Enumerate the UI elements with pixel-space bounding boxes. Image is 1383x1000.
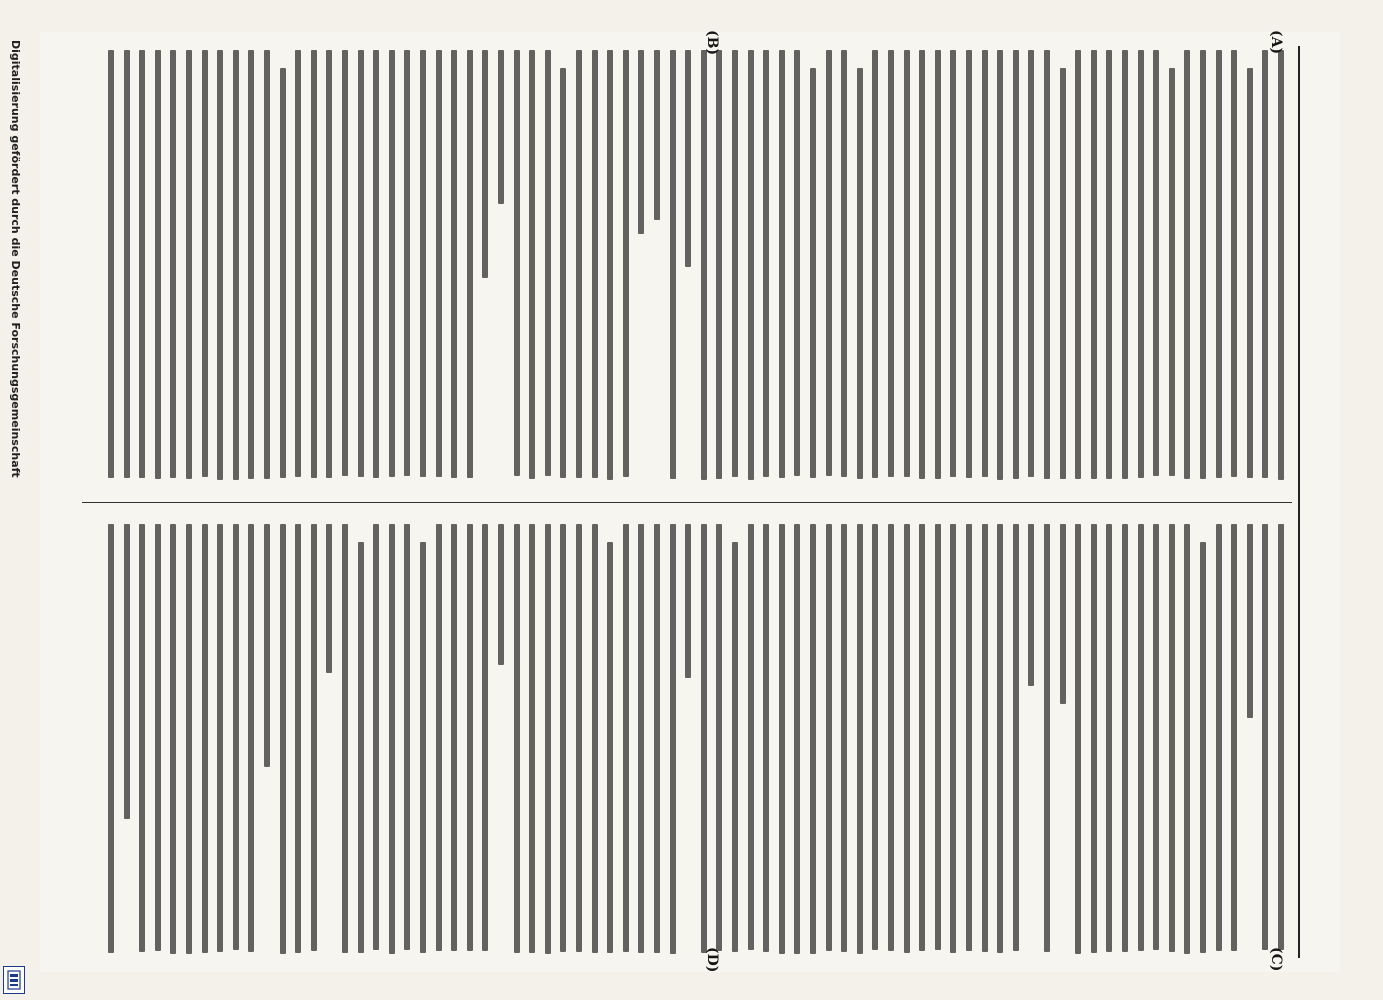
text-line bbox=[451, 524, 457, 951]
text-line bbox=[607, 50, 613, 480]
text-line bbox=[1013, 50, 1019, 479]
text-line bbox=[872, 50, 878, 478]
text-line bbox=[467, 524, 473, 951]
column-divider bbox=[82, 502, 1292, 503]
text-line bbox=[966, 524, 972, 951]
text-line bbox=[654, 50, 660, 220]
text-line bbox=[451, 50, 457, 478]
text-line bbox=[264, 50, 270, 479]
text-line bbox=[1216, 524, 1222, 951]
funding-side-note bbox=[6, 40, 22, 960]
text-line bbox=[638, 524, 644, 953]
text-line bbox=[1106, 524, 1112, 952]
margin-marker-b: (B) bbox=[704, 30, 720, 56]
text-line bbox=[1138, 50, 1144, 478]
text-line bbox=[1169, 524, 1175, 952]
text-line bbox=[794, 50, 800, 476]
text-line bbox=[1262, 50, 1268, 478]
text-line bbox=[1028, 524, 1034, 686]
text-line bbox=[779, 524, 785, 954]
text-line bbox=[982, 524, 988, 952]
text-line bbox=[342, 524, 348, 953]
text-line bbox=[841, 524, 847, 952]
text-line bbox=[607, 542, 613, 953]
text-line bbox=[295, 524, 301, 953]
text-line bbox=[373, 50, 379, 478]
text-line bbox=[373, 524, 379, 950]
text-line bbox=[748, 50, 754, 480]
text-line bbox=[170, 50, 176, 478]
text-line bbox=[233, 524, 239, 950]
text-line bbox=[529, 524, 535, 953]
text-line bbox=[560, 524, 566, 952]
text-line bbox=[108, 524, 114, 953]
text-line bbox=[295, 50, 301, 477]
text-line bbox=[1278, 50, 1284, 480]
rotated-page-frame bbox=[40, 32, 1340, 972]
funding-note-text: Digitalisierung gefördert durch die Deutsche Forschungsgemeinschaft bbox=[9, 40, 22, 478]
text-line bbox=[1044, 50, 1050, 479]
text-line bbox=[186, 50, 192, 479]
text-line bbox=[482, 50, 488, 278]
running-head bbox=[1304, 46, 1334, 958]
text-line bbox=[420, 50, 426, 477]
text-line bbox=[1091, 524, 1097, 953]
left-column bbox=[78, 50, 1288, 480]
text-line bbox=[701, 50, 707, 480]
text-line bbox=[623, 524, 629, 952]
text-line bbox=[280, 68, 286, 478]
text-line bbox=[1200, 50, 1206, 479]
text-line bbox=[404, 524, 410, 950]
text-line bbox=[498, 524, 504, 665]
text-line bbox=[1262, 524, 1268, 950]
text-line bbox=[1247, 68, 1253, 478]
text-line bbox=[779, 50, 785, 478]
text-line bbox=[685, 50, 691, 267]
text-line bbox=[592, 50, 598, 478]
text-line bbox=[701, 524, 707, 953]
text-line bbox=[1153, 50, 1159, 476]
text-line bbox=[1075, 524, 1081, 954]
text-line bbox=[763, 50, 769, 477]
text-line bbox=[389, 524, 395, 954]
text-line bbox=[326, 50, 332, 478]
text-line bbox=[1060, 524, 1066, 704]
text-line bbox=[872, 524, 878, 950]
text-line bbox=[857, 524, 863, 954]
text-line bbox=[311, 524, 317, 951]
text-line bbox=[124, 524, 130, 819]
text-line bbox=[1200, 542, 1206, 953]
text-line bbox=[950, 50, 956, 477]
text-line bbox=[311, 50, 317, 478]
text-line bbox=[826, 50, 832, 476]
text-line bbox=[794, 524, 800, 954]
text-line bbox=[716, 50, 722, 479]
text-line bbox=[1044, 524, 1050, 952]
text-line bbox=[280, 524, 286, 954]
text-line bbox=[342, 50, 348, 476]
text-line bbox=[248, 524, 254, 952]
text-line bbox=[436, 50, 442, 477]
text-line bbox=[248, 50, 254, 479]
text-line bbox=[358, 50, 364, 477]
text-line bbox=[966, 50, 972, 478]
text-line bbox=[217, 50, 223, 480]
text-line bbox=[1216, 50, 1222, 478]
text-line bbox=[670, 50, 676, 479]
text-line bbox=[716, 524, 722, 951]
text-line bbox=[404, 50, 410, 476]
text-line bbox=[1138, 524, 1144, 951]
dfg-logo-icon bbox=[3, 966, 25, 994]
text-line bbox=[919, 50, 925, 479]
right-column bbox=[78, 524, 1288, 954]
text-line bbox=[467, 50, 473, 478]
text-line bbox=[1231, 50, 1237, 477]
text-line bbox=[1106, 50, 1112, 479]
text-line bbox=[482, 524, 488, 951]
text-line bbox=[202, 524, 208, 953]
text-line bbox=[545, 50, 551, 476]
text-line bbox=[529, 50, 535, 479]
text-line bbox=[919, 524, 925, 951]
text-line bbox=[654, 524, 660, 953]
text-line bbox=[1247, 524, 1253, 718]
text-line bbox=[1075, 50, 1081, 479]
text-line bbox=[233, 50, 239, 480]
text-line bbox=[1013, 524, 1019, 951]
text-line bbox=[186, 524, 192, 954]
dfg-logo-mark bbox=[7, 970, 21, 990]
text-line bbox=[763, 524, 769, 952]
text-line bbox=[108, 50, 114, 478]
text-line bbox=[155, 50, 161, 479]
text-line bbox=[1122, 50, 1128, 479]
text-line bbox=[139, 524, 145, 952]
left-column-text-lines bbox=[78, 50, 1288, 480]
text-line bbox=[389, 50, 395, 477]
text-line bbox=[420, 542, 426, 953]
text-line bbox=[1060, 68, 1066, 479]
text-line bbox=[576, 524, 582, 952]
text-line bbox=[670, 524, 676, 954]
text-line bbox=[436, 524, 442, 951]
text-line bbox=[810, 68, 816, 478]
text-line bbox=[997, 524, 1003, 953]
text-line bbox=[560, 68, 566, 478]
text-line bbox=[732, 50, 738, 477]
text-line bbox=[514, 50, 520, 476]
text-line bbox=[358, 542, 364, 953]
margin-marker-d: (D) bbox=[704, 947, 720, 973]
text-line bbox=[139, 50, 145, 478]
text-line bbox=[1231, 524, 1237, 951]
text-line bbox=[685, 524, 691, 678]
right-column-text-lines bbox=[78, 524, 1288, 954]
text-line bbox=[841, 50, 847, 477]
text-line bbox=[982, 50, 988, 477]
margin-marker-c: (C) bbox=[1268, 947, 1284, 972]
header-rule bbox=[1298, 46, 1300, 958]
text-line bbox=[1153, 524, 1159, 950]
text-line bbox=[170, 524, 176, 954]
text-line bbox=[935, 50, 941, 479]
text-line bbox=[1028, 50, 1034, 477]
scanned-page bbox=[40, 32, 1340, 972]
text-line bbox=[826, 524, 832, 951]
text-line bbox=[1169, 68, 1175, 476]
text-line bbox=[217, 524, 223, 952]
text-line bbox=[264, 524, 270, 767]
text-line bbox=[935, 524, 941, 950]
text-line bbox=[732, 542, 738, 952]
text-line bbox=[748, 524, 754, 950]
text-line bbox=[498, 50, 504, 204]
text-line bbox=[904, 50, 910, 477]
text-line bbox=[950, 524, 956, 953]
text-line bbox=[1184, 524, 1190, 954]
text-line bbox=[857, 68, 863, 479]
text-line bbox=[1122, 524, 1128, 952]
text-line bbox=[1184, 50, 1190, 479]
text-line bbox=[155, 524, 161, 951]
text-line bbox=[623, 50, 629, 477]
text-line bbox=[888, 50, 894, 477]
text-line bbox=[904, 524, 910, 953]
text-line bbox=[326, 524, 332, 673]
text-line bbox=[1091, 50, 1097, 479]
margin-marker-a: (A) bbox=[1268, 30, 1284, 55]
text-line bbox=[545, 524, 551, 954]
text-line bbox=[202, 50, 208, 477]
text-line bbox=[576, 50, 582, 478]
text-line bbox=[810, 524, 816, 954]
text-line bbox=[592, 524, 598, 953]
text-line bbox=[514, 524, 520, 953]
text-line bbox=[1278, 524, 1284, 950]
text-line bbox=[997, 50, 1003, 480]
text-line bbox=[638, 50, 644, 234]
text-line bbox=[888, 524, 894, 951]
text-line bbox=[124, 50, 130, 478]
